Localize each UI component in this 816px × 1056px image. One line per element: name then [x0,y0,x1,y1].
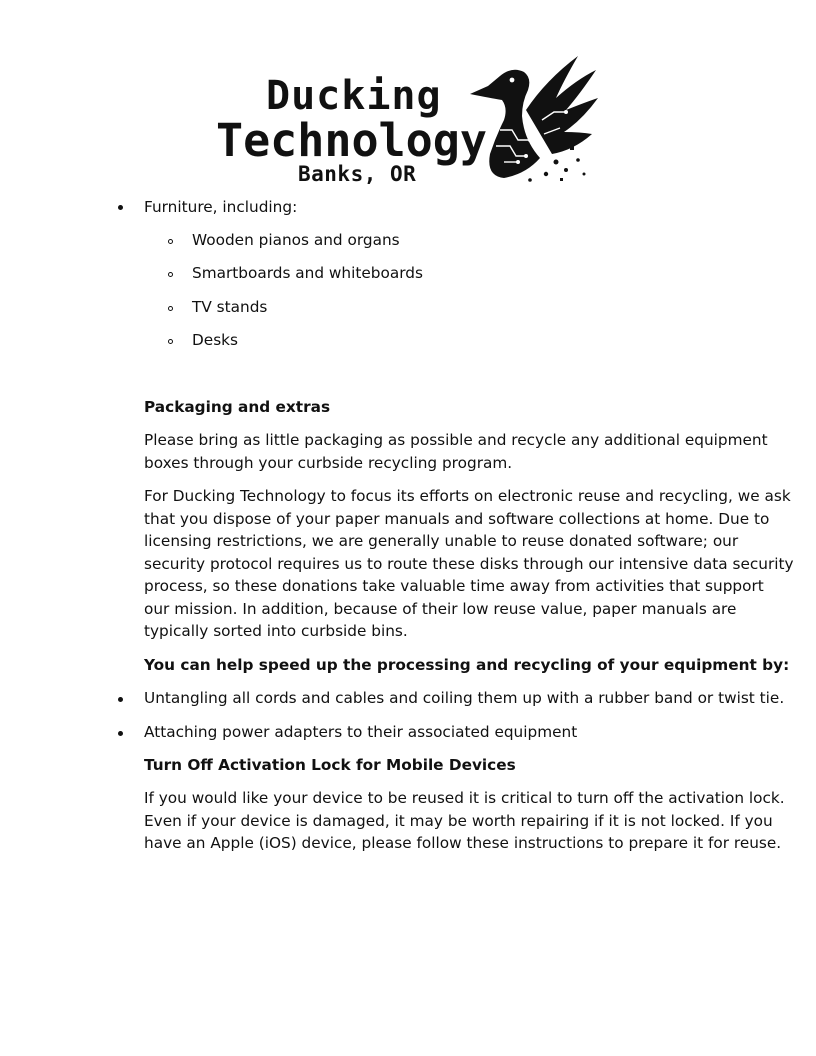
bullet [118,205,123,210]
paragraph-line: that you dispose of your paper manuals and software collections at home. Due to [144,510,770,528]
sub-bullet [168,339,173,344]
paragraph-line: have an Apple (iOS) device, please follow these instructions to prepare it for reuse. [144,834,782,852]
list-item: Desks [192,331,238,349]
paragraph-line: security protocol requires us to route these disks through our intensive data security [144,555,794,573]
bullet [118,697,123,702]
logo-word-ducking: Ducking [266,73,442,119]
help-heading: You can help speed up the processing and recycling of your equipment by: [144,656,790,674]
paragraph-line: Please bring as little packaging as possible and recycle any additional equipment [144,431,768,449]
activation-heading: Turn Off Activation Lock for Mobile Devices [144,756,516,774]
paragraph-line: boxes through your curbside recycling program. [144,454,513,472]
paragraph-line: our mission. In addition, because of their low reuse value, paper manuals are [144,600,737,618]
logo-location: Banks, OR [298,162,417,186]
paragraph-line: For Ducking Technology to focus its efforts on electronic reuse and recycling, we ask [144,487,791,505]
list-item: TV stands [192,298,268,316]
paragraph-line: process, so these donations take valuable time away from activities that support [144,577,764,595]
list-item: Smartboards and whiteboards [192,264,423,282]
sub-bullet [168,306,173,311]
list-item: Wooden pianos and organs [192,231,400,249]
list-item: Untangling all cords and cables and coiling them up with a rubber band or twist tie. [144,689,785,707]
sub-bullet [168,239,173,244]
logo-word-technology: Technology [216,114,487,167]
list-item: Attaching power adapters to their associated equipment [144,723,578,741]
circuit-duck-icon [460,50,600,186]
ducking-technology-logo [210,50,600,186]
furniture-label: Furniture, including: [144,198,298,216]
paragraph-line: typically sorted into curbside bins. [144,622,408,640]
paragraph-line: If you would like your device to be reused it is critical to turn off the activation lock. [144,789,785,807]
packaging-heading: Packaging and extras [144,398,331,416]
bullet [118,731,123,736]
sub-bullet [168,272,173,277]
paragraph-line: licensing restrictions, we are generally unable to reuse donated software; our [144,532,739,550]
paragraph-line: Even if your device is damaged, it may be worth repairing if it is not locked. If you [144,812,773,830]
